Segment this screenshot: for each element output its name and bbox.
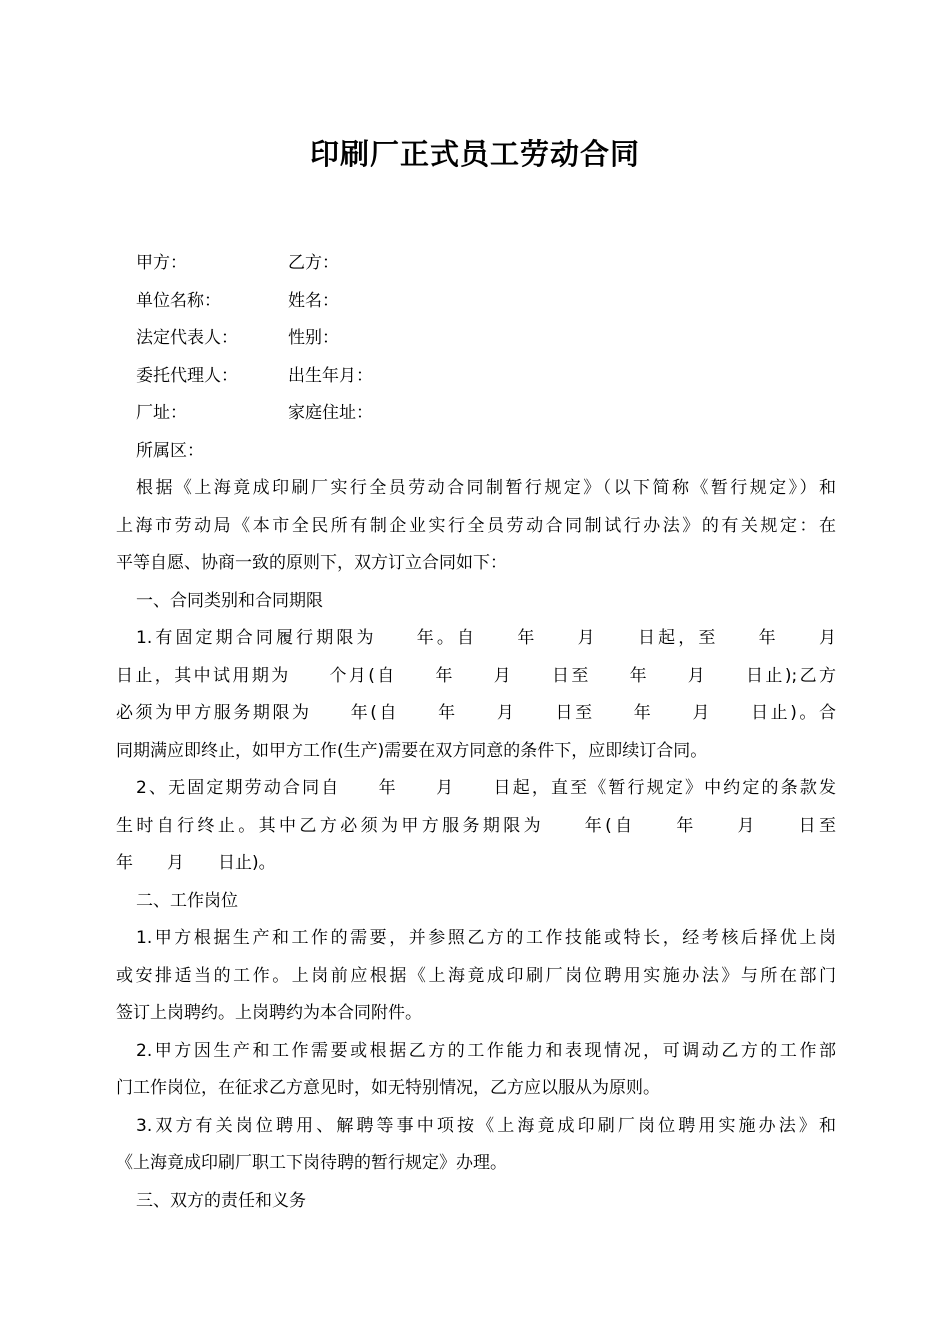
- text-line: 平等自愿、协商一致的原则下，双方订立合同如下：: [116, 553, 507, 573]
- clause-paragraph: [116, 1108, 836, 1183]
- document-title: 印刷厂正式员工劳动合同: [309, 137, 640, 171]
- party-b-field-label: 性别：: [288, 328, 339, 348]
- clause-paragraph: [116, 620, 836, 770]
- text-line: 二、工作岗位: [136, 890, 238, 911]
- party-row: [116, 395, 836, 433]
- text-line: 生时自行终止。其中乙方必须为甲方服务期限为 年(自 年 月 日至: [116, 815, 836, 836]
- party-b-field-label: 家庭住址：: [288, 403, 373, 423]
- text-line: 三、双方的责任和义务: [136, 1190, 306, 1211]
- text-line: 同期满应即终止，如甲方工作(生产)需要在双方同意的条件下，应即续订合同。: [116, 740, 708, 761]
- text-line: 一、合同类别和合同期限: [136, 590, 323, 611]
- party-a-field-label: 厂址：: [136, 403, 187, 423]
- party-b-field-label: 乙方：: [288, 253, 339, 273]
- section-heading: [116, 883, 836, 921]
- text-line: 1.有固定期合同履行期限为 年。自 年 月 日起，至 年 月: [136, 628, 836, 648]
- party-info-block: [116, 245, 836, 470]
- section-heading: [116, 1183, 836, 1221]
- party-a-field-label: 所属区：: [136, 440, 204, 461]
- text-line: 签订上岗聘约。上岗聘约为本合同附件。: [116, 1003, 422, 1023]
- text-line: 门工作岗位，在征求乙方意见时，如无特别情况，乙方应以服从为原则。: [116, 1078, 660, 1098]
- section-heading: [116, 583, 836, 621]
- clause-paragraph: [116, 770, 836, 883]
- party-a-field-label: 法定代表人：: [136, 328, 238, 348]
- text-line: 1.甲方根据生产和工作的需要，并参照乙方的工作技能或特长，经考核后择优上岗: [136, 928, 836, 948]
- party-row: [116, 433, 836, 471]
- text-line: 日止，其中试用期为 个月(自 年 月 日至 年 月 日止);乙方: [116, 665, 836, 686]
- text-line: 必须为甲方服务期限为 年(自 年 月 日至 年 月 日止)。合: [116, 703, 836, 723]
- text-line: 根据《上海竟成印刷厂实行全员劳动合同制暂行规定》（以下简称《暂行规定》）和: [136, 478, 836, 498]
- party-row: [116, 358, 836, 396]
- text-line: 2.甲方因生产和工作需要或根据乙方的工作能力和表现情况，可调动乙方的工作部: [136, 1040, 836, 1061]
- text-line: 2、无固定期劳动合同自 年 月 日起，直至《暂行规定》中约定的条款发: [136, 778, 836, 798]
- party-a-field-label: 甲方：: [136, 253, 187, 273]
- contract-text: [116, 470, 836, 1220]
- party-a-field-label: 委托代理人：: [136, 365, 238, 386]
- text-line: 《上海竟成印刷厂职工下岗待聘的暂行规定》办理。: [116, 1153, 507, 1173]
- clause-paragraph: [116, 470, 836, 583]
- clause-paragraph: [116, 1033, 836, 1108]
- text-line: 3.双方有关岗位聘用、解聘等事中项按《上海竟成印刷厂岗位聘用实施办法》和: [136, 1115, 836, 1136]
- party-b-field-label: 出生年月：: [288, 365, 373, 386]
- text-line: 上海市劳动局《本市全民所有制企业实行全员劳动合同制试行办法》的有关规定：在: [116, 515, 836, 536]
- party-a-field-label: 单位名称：: [136, 290, 221, 311]
- clause-paragraph: [116, 920, 836, 1033]
- text-line: 或安排适当的工作。上岗前应根据《上海竟成印刷厂岗位聘用实施办法》与所在部门: [116, 965, 836, 986]
- party-row: [116, 245, 836, 283]
- party-row: [116, 283, 836, 321]
- document-body: [116, 245, 836, 1220]
- party-row: [116, 320, 836, 358]
- party-b-field-label: 姓名：: [288, 290, 339, 311]
- text-line: 年 月 日止)。: [116, 853, 276, 873]
